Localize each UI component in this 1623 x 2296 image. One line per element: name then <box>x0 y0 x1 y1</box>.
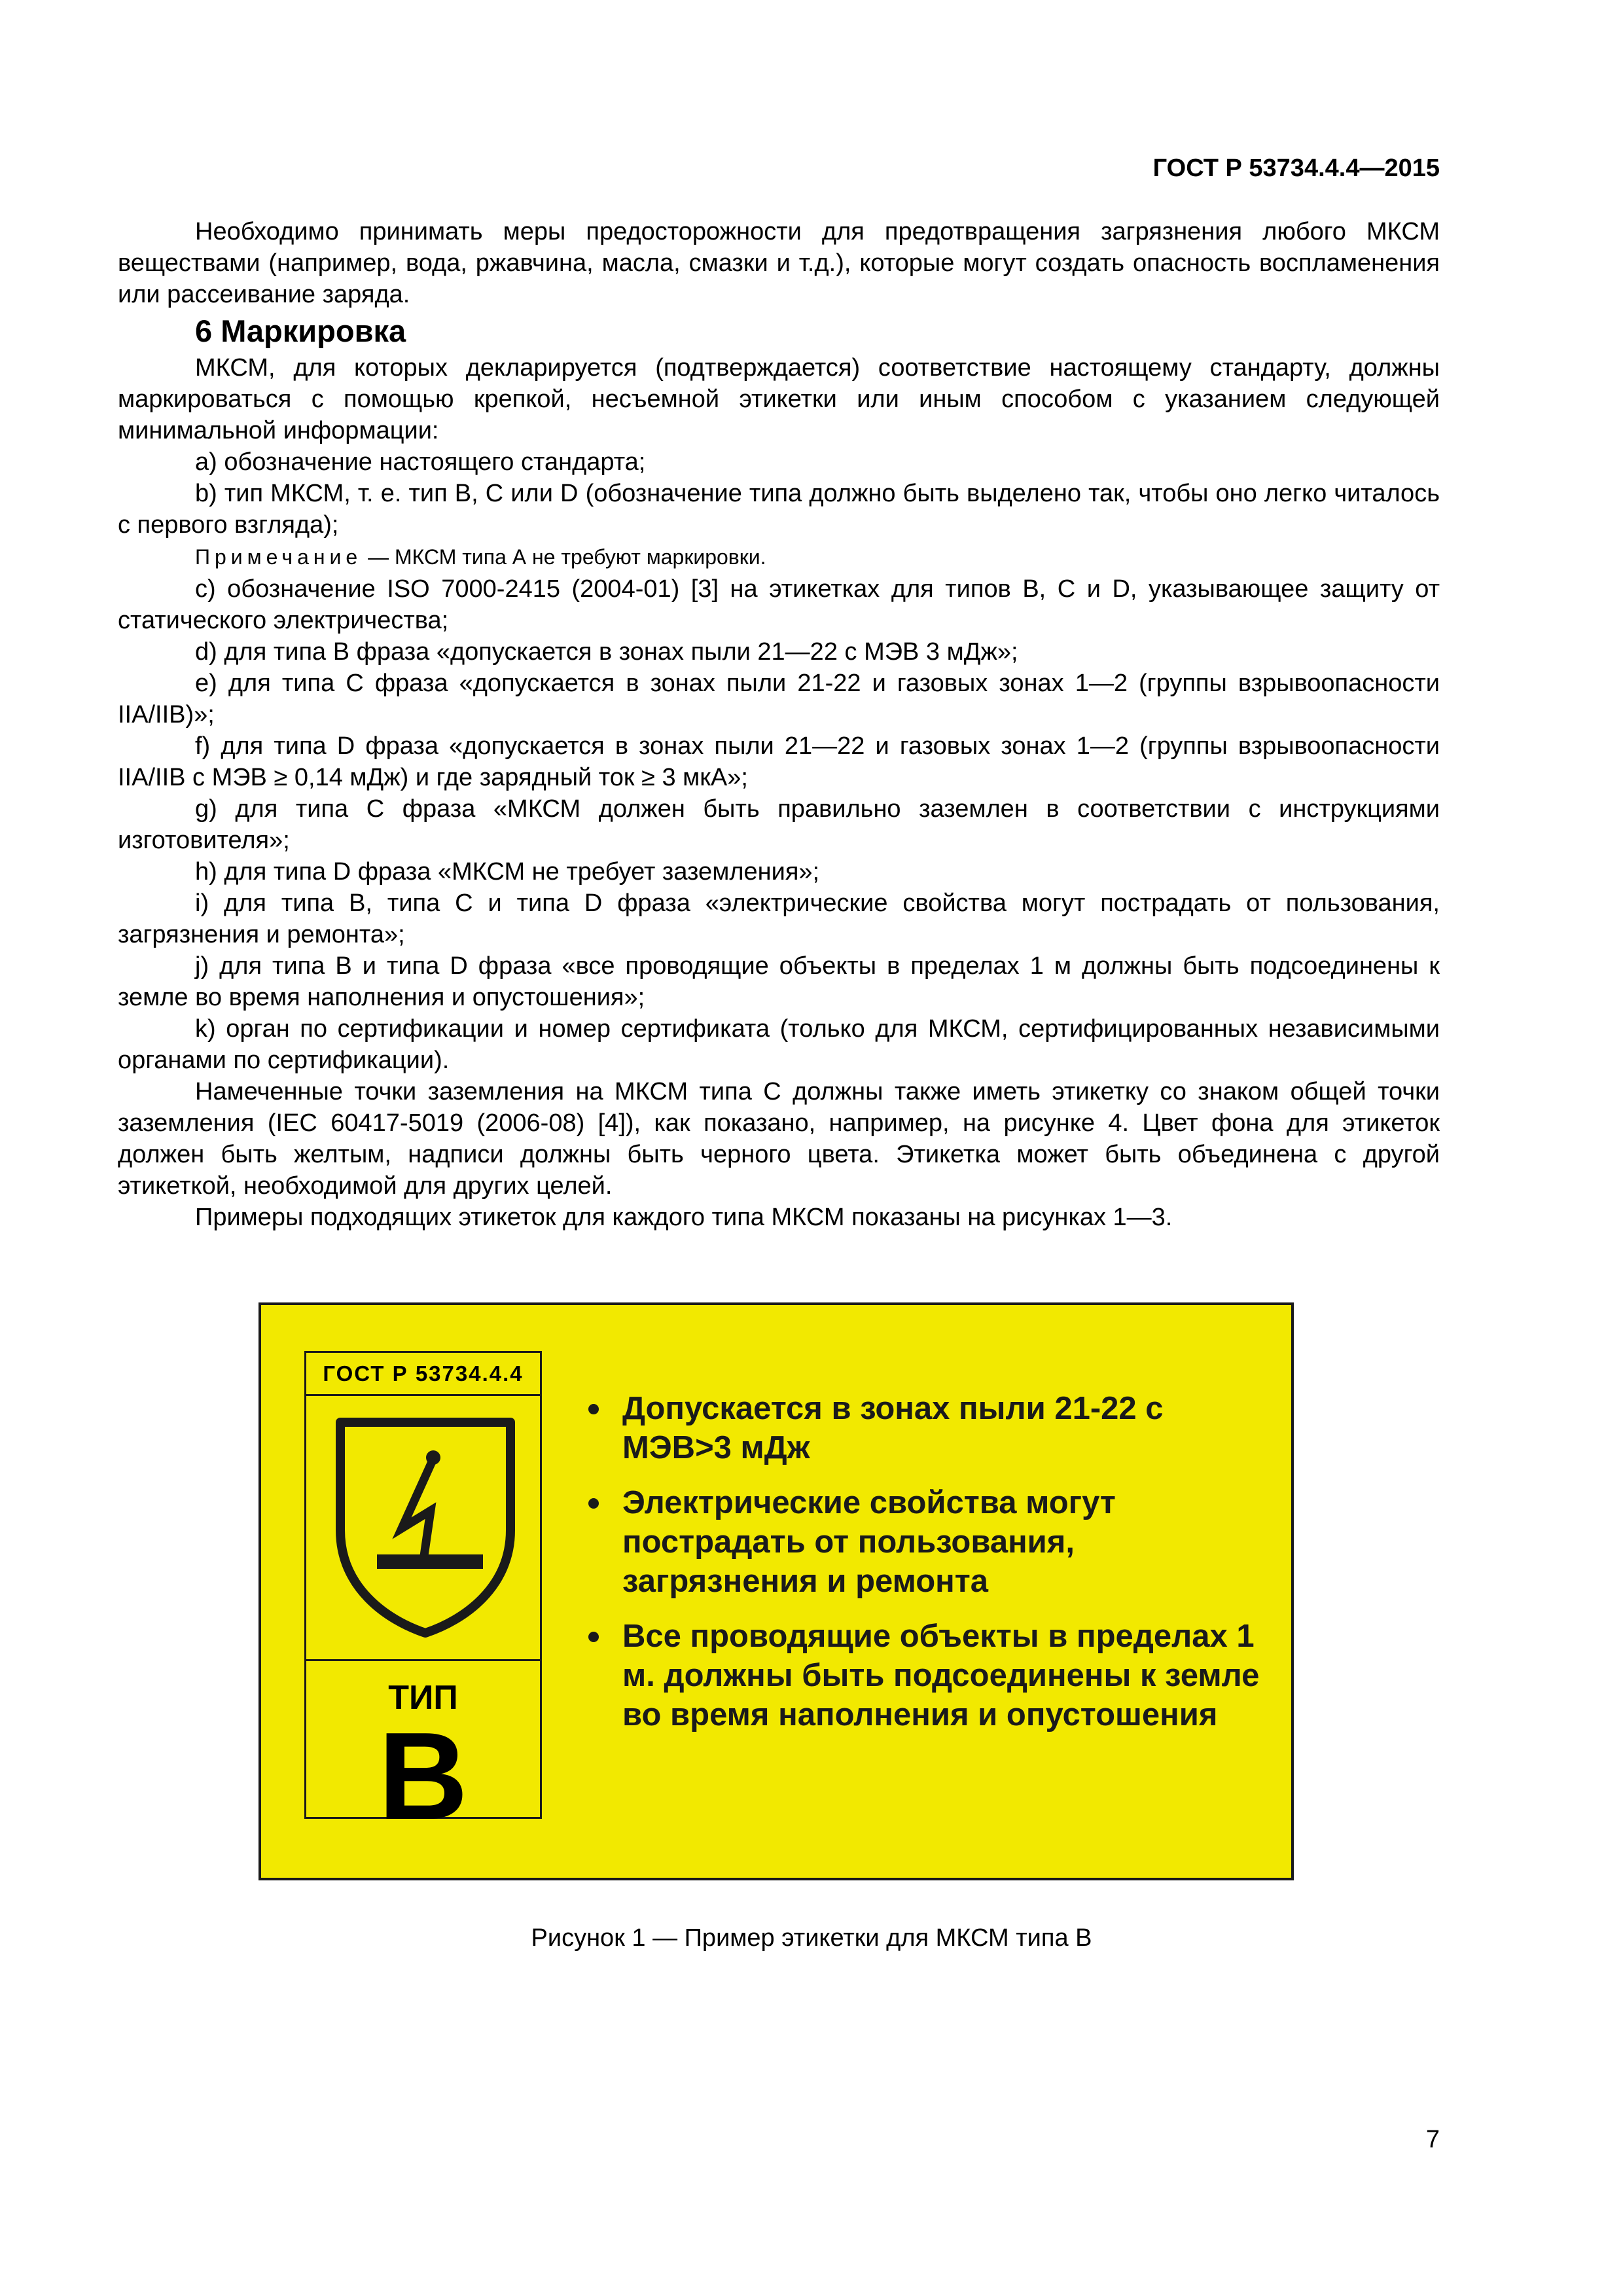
label-warning-item: Допускается в зонах пыли 21-22 с МЭВ>3 мДж <box>582 1389 1275 1467</box>
paragraph-examples: Примеры подходящих этикеток для каждого типа МКСМ показаны на рисунках 1—3. <box>195 1204 1173 1231</box>
figure-label-example <box>259 1302 1294 1880</box>
paragraph-grounding-points: Намеченные точки заземления на МКСМ типа С должны также иметь этикетку со знаком общей точки заземления (IEC 60417-5019 (2006-08) [4]), как показано, например, на рисунке 4. Цвет фона для этикеток должен быть желтым, надписи должны быть черного цвета. Этикетка может быть объединена с другой этикеткой, необходимой для других целей. <box>118 1078 1440 1200</box>
label-type-block <box>306 1661 540 1846</box>
paragraph-marking-intro: МКСМ, для которых декларируется (подтверждается) соответствие настоящему стандарту, должны маркироваться с помощью крепкой, несъемной этикетки или иным способом с указанием следующей минимальной информации: <box>118 354 1440 444</box>
bullet-icon <box>588 1404 599 1414</box>
note <box>118 541 1440 573</box>
label-type-panel <box>304 1351 542 1846</box>
bullet-icon <box>588 1498 599 1509</box>
body-text <box>118 216 1440 1233</box>
list-item-a: а) обозначение настоящего стандарта; <box>195 448 646 476</box>
list-item-k: k) орган по сертификации и номер сертификата (только для МКСМ, сертифицированных независимыми органами по сертификации). <box>118 1015 1440 1074</box>
type-letter: В <box>378 1707 469 1846</box>
label-warning-list <box>582 1389 1275 1750</box>
document-code-header: ГОСТ Р 53734.4.4—2015 <box>1152 154 1440 182</box>
figure-caption: Рисунок 1 — Пример этикетки для МКСМ типа В <box>531 1924 1092 1952</box>
list-item-b: b) тип МКСМ, т. е. тип В, С или D (обозначение типа должно быть выделено так, чтобы оно легко читалось с первого взгляда); <box>118 480 1440 539</box>
shield-lightning-icon <box>334 1416 517 1638</box>
bullet-icon <box>588 1632 599 1642</box>
note-label: Примечание <box>195 545 363 569</box>
label-warning-item: Электрические свойства могут пострадать от пользования, загрязнения и ремонта <box>582 1483 1275 1601</box>
label-standard-code: ГОСТ Р 53734.4.4 <box>306 1353 540 1396</box>
paragraph-precautions: Необходимо принимать меры предосторожности для предотвращения загрязнения любого МКСМ веществами (например, вода, ржавчина, масла, смазки и т.д.), которые могут создать опасность воспламенения или рассеивание заряда. <box>118 218 1440 308</box>
list-item-c: с) обозначение ISO 7000-2415 (2004-01) [3] на этикетках для типов В, С и D, указывающее защиту от статического электричества; <box>118 575 1440 634</box>
list-item-f: f) для типа D фраза «допускается в зонах пыли 21—22 и газовых зонах 1—2 (группы взрывоопасности IIA/IIB с МЭВ ≥ 0,14 мДж) и где зарядный ток ≥ 3 мкА»; <box>118 732 1440 791</box>
list-item-g: g) для типа С фраза «МКСМ должен быть правильно заземлен в соответствии с инструкциями изготовителя»; <box>118 795 1440 854</box>
type-word: ТИП <box>388 1679 458 1717</box>
list-item-d: d) для типа В фраза «допускается в зонах пыли 21—22 с МЭВ 3 мДж»; <box>195 638 1018 666</box>
list-item-e: е) для типа С фраза «допускается в зонах пыли 21-22 и газовых зонах 1—2 (группы взрывоопасности IIA/IIB)»; <box>118 670 1440 728</box>
list-item-i: i) для типа В, типа С и типа D фраза «электрические свойства могут пострадать от пользования, загрязнения и ремонта»; <box>118 889 1440 948</box>
note-text: — МКСМ типа А не требуют маркировки. <box>362 545 766 569</box>
esd-protection-shield-icon <box>306 1396 540 1661</box>
section-heading-marking: 6 Маркировка <box>195 314 406 348</box>
label-warning-item: Все проводящие объекты в пределах 1 м. должны быть подсоединены к земле во время наполнения и опустошения <box>582 1617 1275 1734</box>
list-item-h: h) для типа D фраза «МКСМ не требует заземления»; <box>195 858 820 886</box>
page-number: 7 <box>1425 2126 1440 2153</box>
list-item-j: j) для типа В и типа D фраза «все проводящие объекты в пределах 1 м должны быть подсоединены к земле во время наполнения и опустошения»; <box>118 952 1440 1011</box>
